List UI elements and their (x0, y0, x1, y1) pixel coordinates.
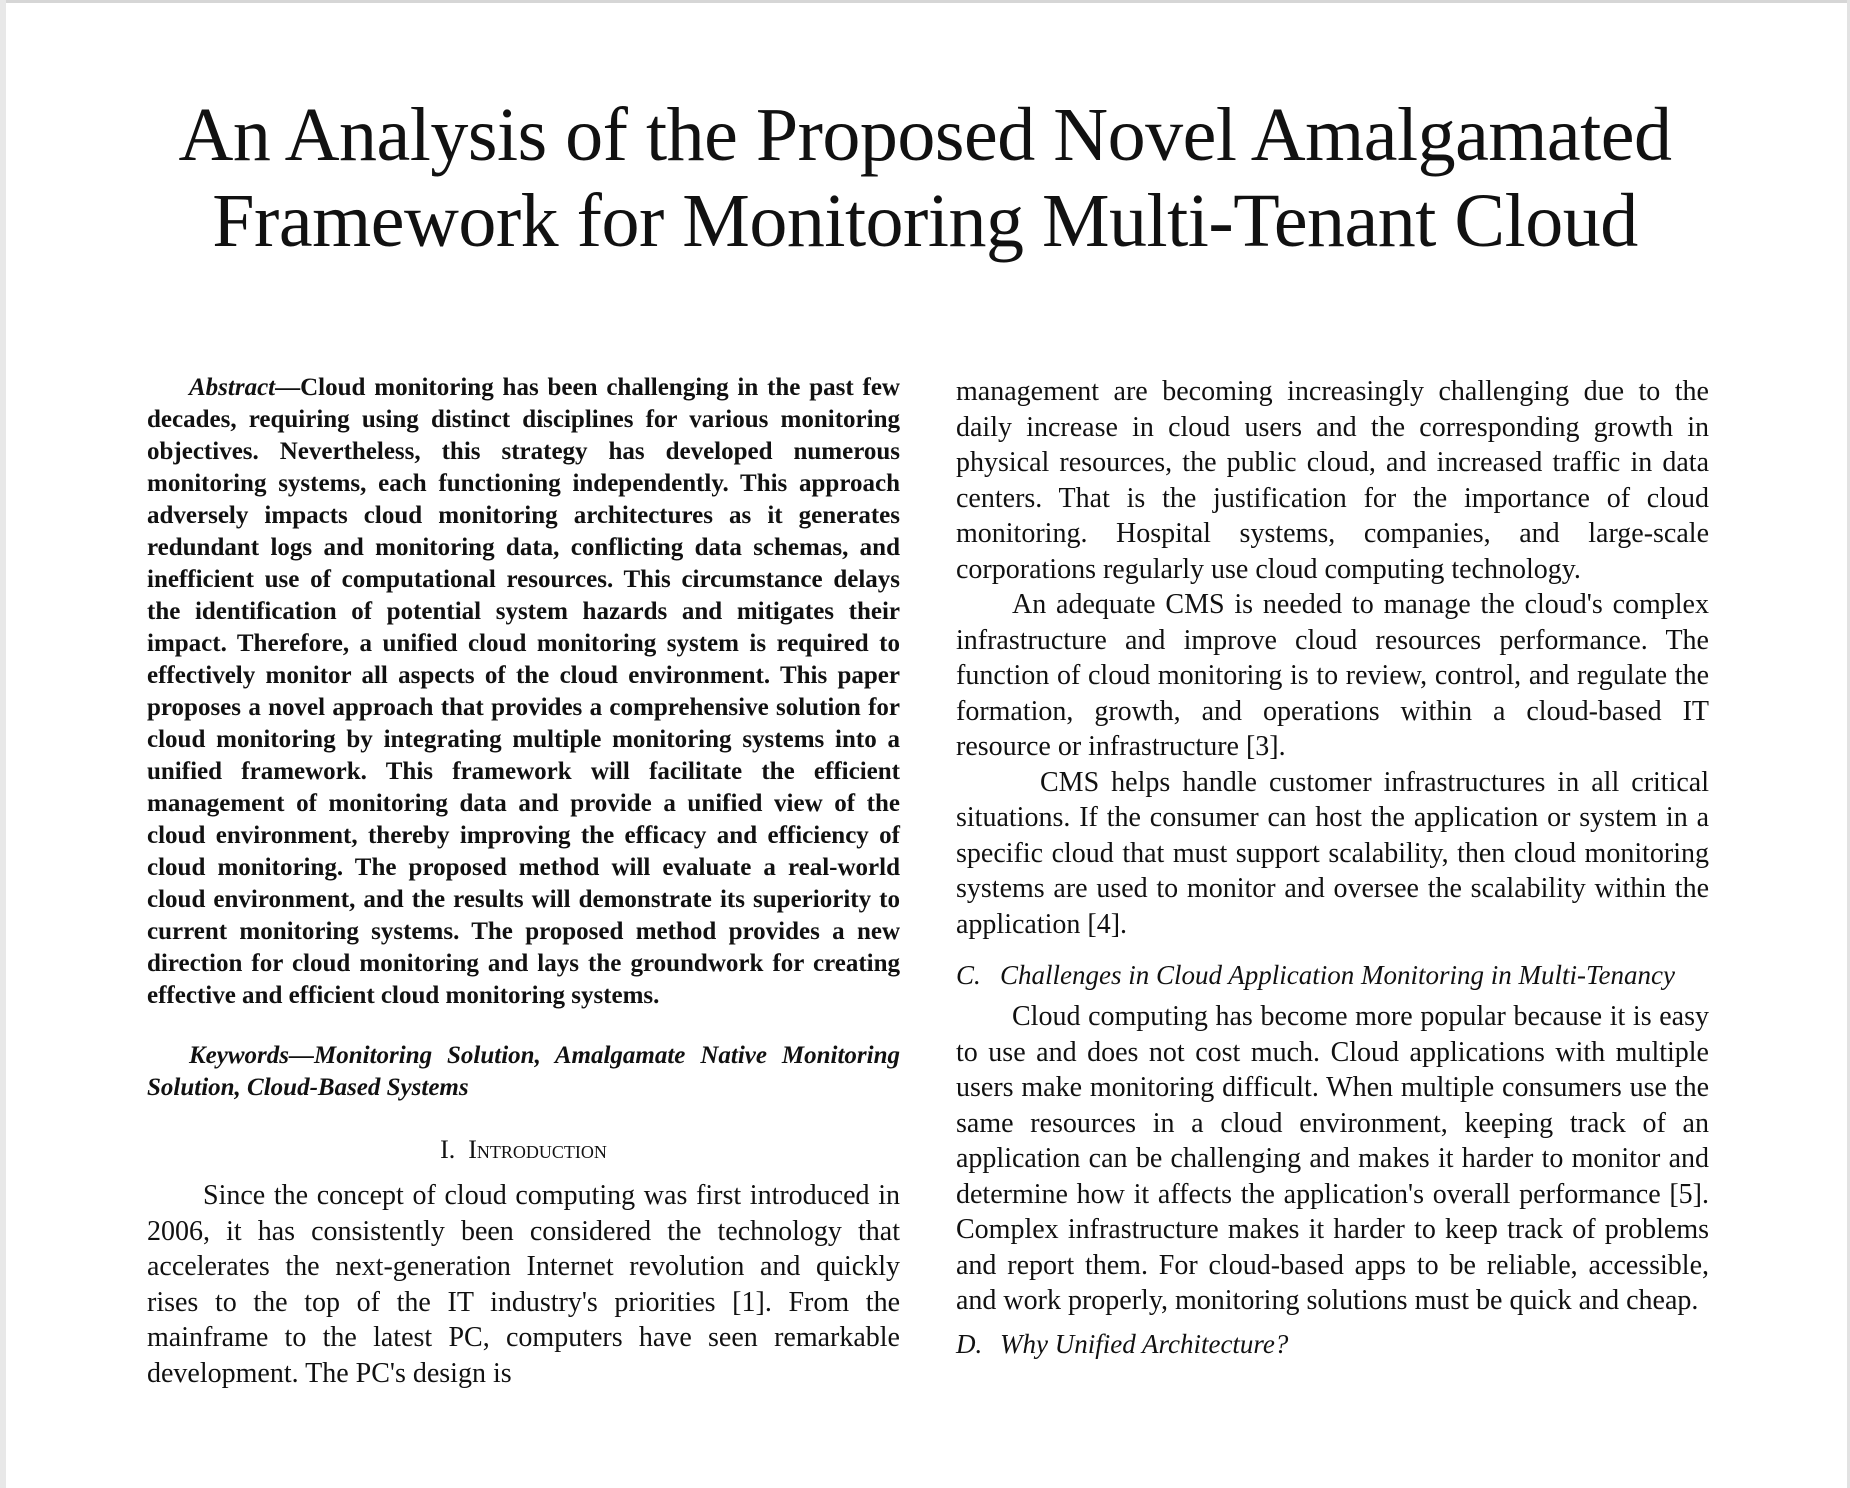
page-top-edge (0, 0, 1850, 3)
body-paragraph-4-text: Cloud computing has become more popular because it is easy to use and does not cost much. Cloud applications with multiple users make monitoring difficult. When multiple consumers use the same resources in a cloud environment, keeping track of an application can be challenging and makes it harder to monitor and determine how it affects the application's overall performance [5]. Complex infrastructure makes it harder to keep track of problems and report them. For cloud-based apps to be reliable, accessible, and work properly, monitoring solutions must be quick and cheap. (956, 1001, 1709, 1316)
body-paragraph-3 (956, 765, 1709, 943)
body-paragraph-2 (956, 587, 1709, 765)
paper-title-line-1: An Analysis of the Proposed Novel Amalgamated (178, 93, 1672, 177)
intro-paragraph (147, 1178, 900, 1391)
abstract-lead: Abstract (189, 374, 276, 401)
subsection-d-title: Why Unified Architecture? (1000, 1328, 1289, 1359)
subsection-c-title: Challenges in Cloud Application Monitoring in Multi-Tenancy (1000, 960, 1675, 990)
subsection-d-letter: D. (956, 1328, 983, 1359)
section-heading-introduction (147, 1134, 900, 1166)
keywords (147, 1040, 900, 1104)
paper-title (80, 92, 1770, 264)
subsection-heading-c (956, 958, 1709, 993)
body-paragraph-1: management are becoming increasingly challenging due to the daily increase in cloud users and the corresponding growth in physical resources, the public cloud, and increased traffic in data centers. That is the justification for the importance of cloud monitoring. Hospital systems, companies, and large-scale corporations regularly use cloud computing technology. (956, 376, 1709, 585)
body-paragraph-4 (956, 999, 1709, 1319)
body-paragraph-3-text: CMS helps handle customer infrastructures in all critical situations. If the consumer can host the application or system in a specific cloud that must support scalability, then cloud monitoring systems are used to monitor and oversee the scalability within the application [4]. (956, 766, 1709, 940)
intro-paragraph-text: Since the concept of cloud computing was first introduced in 2006, it has consistently been considered the technology that accelerates the next-generation Internet revolution and quickly rises to the top of the IT industry's priorities [1]. From the mainframe to the latest PC, computers have seen remarkable development. The PC's design is (147, 1180, 900, 1389)
left-column (147, 372, 900, 1391)
abstract (147, 372, 900, 1012)
body-paragraph-2-text: An adequate CMS is needed to manage the cloud's complex infrastructure and improve cloud resources performance. The function of cloud monitoring is to review, control, and regulate the formation, growth, and operations within a cloud-based IT resource or infrastructure [3]. (956, 589, 1709, 762)
paper-title-line-2: Framework for Monitoring Multi-Tenant Cloud (212, 179, 1638, 263)
section-numeral: I. (440, 1135, 456, 1164)
section-title: Introduction (468, 1135, 607, 1164)
keywords-text: Keywords—Monitoring Solution, Amalgamate Native Monitoring Solution, Cloud-Based Systems (147, 1042, 900, 1101)
right-column (956, 374, 1709, 1368)
abstract-text: —Cloud monitoring has been challenging in the past few decades, requiring using distinct disciplines for various monitoring objectives. Nevertheless, this strategy has developed numerous monitoring systems, each functioning independently. This approach adversely impacts cloud monitoring architectures as it generates redundant logs and monitoring data, conflicting data schemas, and inefficient use of computational resources. This circumstance delays the identification of potential system hazards and mitigates their impact. Therefore, a unified cloud monitoring system is required to effectively monitor all aspects of the cloud environment. This paper proposes a novel approach that provides a comprehensive solution for cloud monitoring by integrating multiple monitoring systems into a unified framework. This framework will facilitate the efficient management of monitoring data and provide a unified view of the cloud environment, thereby improving the efficacy and efficiency of cloud monitoring. The proposed method will evaluate a real-world cloud environment, and the results will demonstrate its superiority to current monitoring systems. The proposed method provides a new direction for cloud monitoring and lays the groundwork for creating effective and efficient cloud monitoring systems. (147, 374, 900, 1009)
subsection-heading-d (956, 1327, 1709, 1362)
page-left-edge (0, 0, 6, 1488)
subsection-c-letter: C. (956, 960, 981, 990)
